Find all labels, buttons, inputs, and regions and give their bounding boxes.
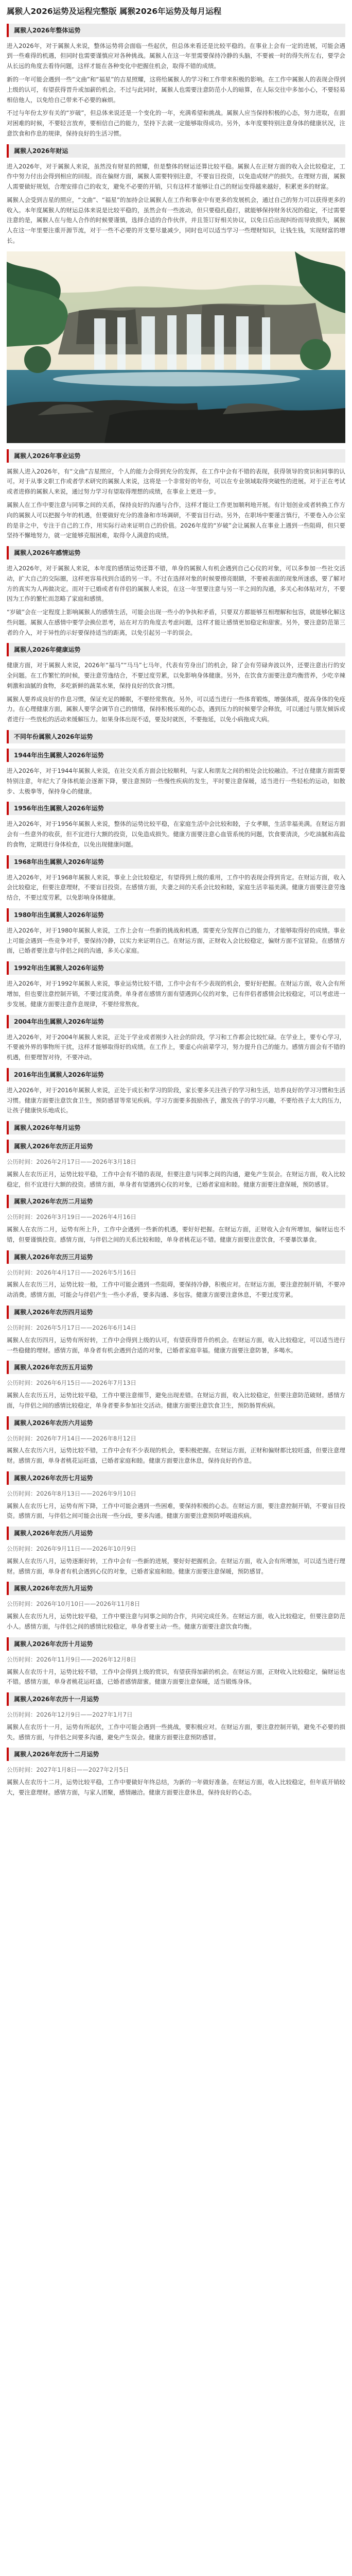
- lunar-month-dates: 公历时间：2026年12月9日——2027年1月7日: [7, 1711, 133, 1719]
- paragraph: 进入2026年，对于2016年属猴人来说，正处于成长和学习的阶段，家长要多关注孩子的学习和生活，培养良好的学习习惯和生活习惯。健康方面要注意饮食卫生，预防感冒等常见疾病。学习方面要多鼓励孩子，激发孩子的学习兴趣，不要给孩子太大的压力，让孩子健康快乐地成长。: [7, 1086, 345, 1114]
- paragraph: 进入2026年，对于1956年属猴人来说，整体的运势比较平稳，在家庭生活中会比较和睦，子女孝顺，生活幸福美满。在财运方面会有一些意外的收获，但不宜进行大额的投资，以免造成损失。健康方面要注意心血管系统的问题，饮食要清淡，少吃油腻和高盐的食物，定期进行身体检查，以免出现健康问题。: [7, 820, 345, 848]
- lunar-month-dates: 公历时间：2026年8月13日——2026年9月10日: [7, 1489, 136, 1497]
- paragraph: 健康方面，对于属猴人来说，2026年“福马”“马马”七马年，代表有劳身出门的机会，除了会有劳碌奔波以外，还要注意出行的安全问题。在工作繁忙的时候，要注意劳逸结合，不要过度劳累，以免影响身体健康。另外，在饮食方面要注意均衡营养，少吃辛辣刺激和油腻的食物，多吃新鲜的蔬菜水果，保持良好的饮食习惯。: [7, 662, 345, 689]
- paragraph: 新的一年可能会遇到一些“文曲”和“福星”的吉星照耀，这将给属猴人的学习和工作带来积极的影响。在工作中属猴人的表现会得到上级的认可，有望获得晋升或加薪的机会。不过与此同时，属猴人也需要注意防范小人的暗算，在人际交往中多加小心，不要轻易相信他人，以免给自己带来不必要的麻烦。: [7, 75, 345, 104]
- section-heading: 1944年出生属猴人2026年运势: [7, 749, 345, 762]
- lunar-month-dates: 公历时间：2026年7月14日——2026年8月12日: [7, 1434, 136, 1442]
- paragraph: 属猴人会受到吉星的照应，“文曲”、“福星”的加持会让属猴人在工作和事业中有更多的发展机会，通过自己的努力可以获得更多的收入。本年度属猴人的财运总体来说是比较平稳的，虽然会有一些波动，但只要稳扎稳打，就能够保持财务状况的稳定，不过需要注意的是，属猴人在与他人合作的时候要谨慎，选择合适的合作伙伴，并且签订好相关协议，以免日后出现纠纷而导致损失，属猴人在这一年里要注重开源节流，对于一些不必要的开支要尽量减少，同时也可以适当学习一些理财知识，让钱生钱，实现财富的增长。: [7, 196, 345, 244]
- paragraph: 进入2026年，对于1968年属猴人来说，事业上会比较稳定，有望得到上级的重用，工作中的表现会得到肯定。在财运方面，收入会比较稳定，但要注意理财，不要盲目投资。在感情方面，夫妻之间的关系会比较和睦，家庭生活幸福美满。健康方面要注意劳逸结合，不要过度劳累，以免影响身体健康。: [7, 873, 345, 902]
- lunar-month-dates: 公历时间：2027年1月8日——2027年2月5日: [7, 1766, 129, 1774]
- section-heading: 属猴人2026年农历十月运势: [7, 1637, 345, 1651]
- paragraph: 进入2026年，对于1980年属猴人来说，工作上会有一些新的挑战和机遇，需要充分发挥自己的能力，才能够取得好的成绩。事业上可能会遇到一些竞争对手，要保持冷静，以实力来证明自己。在财运方面，正财收入会比较稳定，偏财方面不宜冒险。在感情方面，已婚者要注意与伴侣之间的沟通，多关心家庭。: [7, 926, 345, 955]
- paragraph: 属猴人在农历三月，运势比较一般，工作中可能会遇到一些阻碍，要保持冷静，积极应对。在财运方面，要注意控制开销，不要冲动消费。感情方面，可能会与伴侣产生一些小矛盾，要多沟通、多包容。健康方面要注意休息，不要过度劳累。: [7, 1281, 345, 1299]
- section-heading: 属猴人2026年农历五月运势: [7, 1361, 345, 1374]
- lunar-month-dates: 公历时间：2026年5月17日——2026年6月14日: [7, 1324, 136, 1331]
- section-heading: 属猴人2026年农历九月运势: [7, 1582, 345, 1595]
- paragraph: 进入2026年，对于属猴人来说，虽然没有财星的照耀，但是整体的财运还算比较平稳。属猴人在正财方面的收入会比较稳定，工作中努力付出会得到相应的回报。而在偏财方面，属猴人需要特别注意，不要盲目投资，以免造成财产的损失。在理财方面，属猴人需要做好规划，合理安排自己的收支，避免不必要的开销，只有这样才能够让自己的财运变得越来越好，积累更多的财富。: [7, 162, 345, 191]
- section-heading: 属猴人2026年农历八月运势: [7, 1527, 345, 1540]
- page-title: 属猴人2026运势及运程完整版 属猴2026年运势及每月运程: [7, 7, 222, 16]
- section-heading: 属猴人2026年整体运势: [7, 24, 345, 37]
- lunar-month-dates: 公历时间：2026年10月10日——2026年11月8日: [7, 1600, 140, 1608]
- section-heading: 属猴人2026年健康运势: [7, 643, 345, 656]
- paragraph: 属猴人在农历二月，运势有所上升，工作中会遇到一些新的机遇，要好好把握。在财运方面，正财收入会有所增加，偏财运也不错，但要谨慎投资。感情方面，与伴侣之间的关系比较和睦，单身者桃花运不错。健康方面要注意饮食，不要暴饮暴食。: [7, 1226, 345, 1243]
- paragraph: 属猴人在农历十月，运势比较不错，工作中会得到上级的赏识，有望获得加薪的机会。在财运方面，正财收入比较稳定，偏财运也不错。感情方面，单身者桃花运旺盛，已婚者感情甜蜜。健康方面要注意保暖，适当锻炼身体。: [7, 1668, 345, 1686]
- section-heading: 2004年出生属猴人2026年运势: [7, 1015, 345, 1028]
- section-heading: 属猴人2026年感情运势: [7, 546, 345, 560]
- paragraph: 进入2026年，对于属猴人来说，整体运势将会面临一些起伏，但总体来看还是比较平稳的。在事业上会有一定的进展，可能会遇到一些难得的机遇，但同时也需要谨慎应对各种挑战。属猴人在这一年里需要保持冷静的头脑，不要被一时的得失所左右，要学会从长远的角度去看待问题，这样才能在各种变化中把握住机会，取得不错的成绩。: [7, 42, 345, 70]
- paragraph: 属猴人在工作中要注意与同事之间的关系，保持良好的沟通与合作，这样才能让工作更加顺利地开展。有计划创业或者转换工作方向的属猴人可以把握今年的机遇，但要做好充分的准备和市场调研，不要盲目行动。另外，在职场中要谨言慎行，不要卷入办公室的是非之中，专注于自己的工作，用实际行动来证明自己的价值。2026年度的“岁破”会让属猴人在事业上遇到一些阻碍，但只要坚持不懈地努力，就一定能够克服困难，取得令人满意的成绩。: [7, 501, 345, 539]
- section-heading: 属猴人2026年农历十一月运势: [7, 1692, 345, 1706]
- paragraph: 属猴人在农历六月，运势比较不错，工作中会有不少表现的机会，要积极把握。在财运方面，正财和偏财都比较旺盛，但要注意理财。感情方面，单身者桃花运旺盛，已婚者家庭和睦。健康方面要注意休息，保持良好的作息。: [7, 1447, 345, 1465]
- paragraph: 进入2026年，对于1992年属猴人来说，事业运势比较不错，工作中会有不少表现的机会，要好好把握。在财运方面，收入会有所增加，但也要注意控制开销，不要过度消费。单身者在感情方面有望遇到心仪的对象，已有伴侣者感情会比较稳定，可以考虑进一步发展。健康方面要注意作息规律，不要经常熬夜。: [7, 980, 345, 1008]
- section-heading: 属猴人2026年每月运势: [7, 1121, 345, 1134]
- lunar-month-dates: 公历时间：2026年4月17日——2026年5月16日: [7, 1268, 136, 1276]
- lunar-month-dates: 公历时间：2026年11月9日——2026年12月8日: [7, 1655, 136, 1663]
- section-heading: 属猴人2026年农历四月运势: [7, 1306, 345, 1319]
- paragraph: 属猴人要养成良好的作息习惯，保证充足的睡眠，不要经常熬夜。另外，可以适当进行一些体育锻炼，增强体质，提高身体的免疫力。在心理健康方面，属猴人要学会调节自己的情绪，保持积极乐观的心态，遇到压力的时候要学会释放，可以通过与朋友倾诉或者进行一些放松的活动来缓解压力。如果身体出现不适，要及时就医，不要拖延，以免小病拖成大病。: [7, 695, 345, 723]
- section-heading: 属猴人2026年农历十二月运势: [7, 1748, 345, 1761]
- paragraph: 属猴人在农历八月，运势逐渐好转，工作中会有一些新的进展，要好好把握机会。在财运方面，收入会有所增加，可以适当进行理财。感情方面，单身者有机会遇到心仪的对象，已婚者家庭和睦。健康方面要注意保暖，预防感冒。: [7, 1557, 345, 1575]
- lunar-month-dates: 公历时间：2026年3月19日——2026年4月16日: [7, 1213, 136, 1221]
- paragraph: 属猴人在农历四月，运势有所好转，工作中会得到上级的认可，有望获得晋升的机会。在财运方面，收入比较稳定，可以适当进行一些稳健的理财。感情方面，单身者有机会遇到合适的对象，已婚者家庭幸福。健康方面要注意防暑，多喝水。: [7, 1336, 345, 1354]
- section-heading: 属猴人2026年财运: [7, 144, 345, 158]
- paragraph: 进入2026年，对于2004年属猴人来说，正处于学业或者刚步入社会的阶段，学习和工作都会比较忙碌。在学业上，要专心学习，不要被外界的事物所干扰，这样才能够取得好的成绩。在工作上，要虚心向前辈学习，努力提升自己的能力。感情方面会有不错的机遇，但要理智对待，不要冲动。: [7, 1033, 345, 1061]
- section-heading: 1992年出生属猴人2026年运势: [7, 961, 345, 975]
- lunar-month-dates: 公历时间：2026年2月17日——2026年3月18日: [7, 1158, 136, 1166]
- section-heading: 1968年出生属猴人2026年运势: [7, 855, 345, 869]
- paragraph: 属猴人在农历正月，运势比较平稳，工作中会有不错的表现，但要注意与同事之间的沟通，避免产生误会。在财运方面，收入比较稳定，但不宜进行大额的投资。感情方面，单身者有望遇到心仪的对象，已婚者家庭和睦。健康方面要注意保暖，预防感冒。: [7, 1170, 345, 1188]
- paragraph: 属猴人进入2026年，有“文曲”吉星照应，个人的能力会得到充分的发挥，在工作中会有不错的表现，获得领导的赏识和同事的认可。对于从事文职工作或者学术研究的属猴人来说，这将是一个非常好的年份，可以在专业领域取得突破性的进展。对于正在考试或者进修的属猴人来说，通过努力学习有望取得理想的成绩，在事业上更进一步。: [7, 467, 345, 496]
- paragraph: 属猴人在农历七月，运势有所下降，工作中可能会遇到一些困难，要保持积极的心态。在财运方面，要注意控制开销，不要盲目投资。感情方面，与伴侣之间可能会出现一些分歧，要多沟通。健康方面要注意预防呼吸道疾病。: [7, 1502, 345, 1520]
- paragraph: 属猴人在农历十一月，运势有所起伏，工作中可能会遇到一些挑战，要积极应对。在财运方面，要注意控制开销，避免不必要的损失。感情方面，与伴侣之间要多沟通，避免产生误会。健康方面要注意预防感冒。: [7, 1723, 345, 1741]
- paragraph: 进入2026年，对于属猴人来说，本年度的感情运势还算不错，单身的属猴人有机会遇到自己心仪的对象，可以多参加一些社交活动，扩大自己的交际圈，这样更容易找到合适的另一半。不过在选择对象的时候要擦亮眼睛，不要被表面的现象所迷惑，要了解对方的真实为人再做决定。而对于已婚或者有伴侣的属猴人来说，在这一年里要注意与另一半之间的沟通，多关心和体贴对方，不要因为工作的繁忙而忽略了家庭和感情。: [7, 565, 345, 603]
- paragraph: 属猴人在农历五月，运势比较平稳，工作中要注意细节，避免出现差错。在财运方面，收入比较稳定，但要注意防范破财。感情方面，与伴侣之间的感情比较稳定，单身者要多参加社交活动。健康方面要注意饮食卫生，预防肠胃疾病。: [7, 1392, 345, 1409]
- section-heading: 属猴人2026年农历三月运势: [7, 1250, 345, 1264]
- section-heading: 属猴人2026年农历七月运势: [7, 1471, 345, 1485]
- lunar-month-dates: 公历时间：2026年9月11日——2026年10月9日: [7, 1545, 136, 1553]
- section-heading: 属猴人2026年农历二月运势: [7, 1195, 345, 1208]
- section-heading: 1980年出生属猴人2026年运势: [7, 908, 345, 922]
- paragraph: 不过与年份太岁有关的“岁破”，但总体来说还是一个变化的一年，充满希望和挑战。属猴人应当保持积极的心态，努力进取，在面对困难的时候，不要轻言放弃，要相信自己的能力，坚持下去就一定能够取得成功。另外，本年度要特别注意身体的健康状况，注意饮食和作息的规律，保持良好的生活习惯。: [7, 109, 345, 137]
- section-heading: 属猴人2026年事业运势: [7, 449, 345, 463]
- landscape-waterfall-image: [7, 251, 345, 443]
- paragraph: 属猴人在农历九月，运势比较平稳，工作中要注意与同事之间的合作，共同完成任务。在财运方面，收入比较稳定，但要注意防范小人。感情方面，与伴侣之间的感情比较稳定，单身者要主动一些。健康方面要注意饮食均衡。: [7, 1613, 345, 1630]
- paragraph: 属猴人在农历十二月，运势比较平稳，工作中要做好年终总结，为新的一年做好准备。在财运方面，收入比较稳定，但年底开销较大，要注意理财。感情方面，与家人团聚，感情融洽。健康方面要注意休息，保持良好的心态。: [7, 1778, 345, 1796]
- paragraph: “岁破”会在一定程度上影响属猴人的感情生活，可能会出现一些小的争执和矛盾，只要双方都能够互相理解和包容，就能够化解这些问题。属猴人在感情中要学会换位思考，站在对方的角度去考虑问题，这样才能让感情更加稳定和甜蜜。另外，要注意防范第三者的介入，对于异性的示好要保持适当的距离，以免引起另一半的误会。: [7, 608, 345, 636]
- section-heading: 属猴人2026年农历六月运势: [7, 1416, 345, 1430]
- lunar-month-dates: 公历时间：2026年6月15日——2026年7月13日: [7, 1379, 136, 1387]
- article-body: [7, 24, 345, 1798]
- section-heading: 属猴人2026年农历正月运势: [7, 1140, 345, 1153]
- section-divider-heading: 不同年份属猴人2026年运势: [7, 730, 345, 743]
- section-heading: 2016年出生属猴人2026年运势: [7, 1068, 345, 1081]
- section-heading: 1956年出生属猴人2026年运势: [7, 802, 345, 815]
- paragraph: 进入2026年，对于1944年属猴人来说，在社交关系方面会比较顺利，与家人和朋友之间的相处会比较融洽。不过在健康方面需要特别注意，年纪大了身体机能会逐渐下降，要注意预防一些慢性疾病的发生，平时要注意保暖，适当进行一些轻松的运动，如散步、太极拳等，保持身心的健康。: [7, 767, 345, 795]
